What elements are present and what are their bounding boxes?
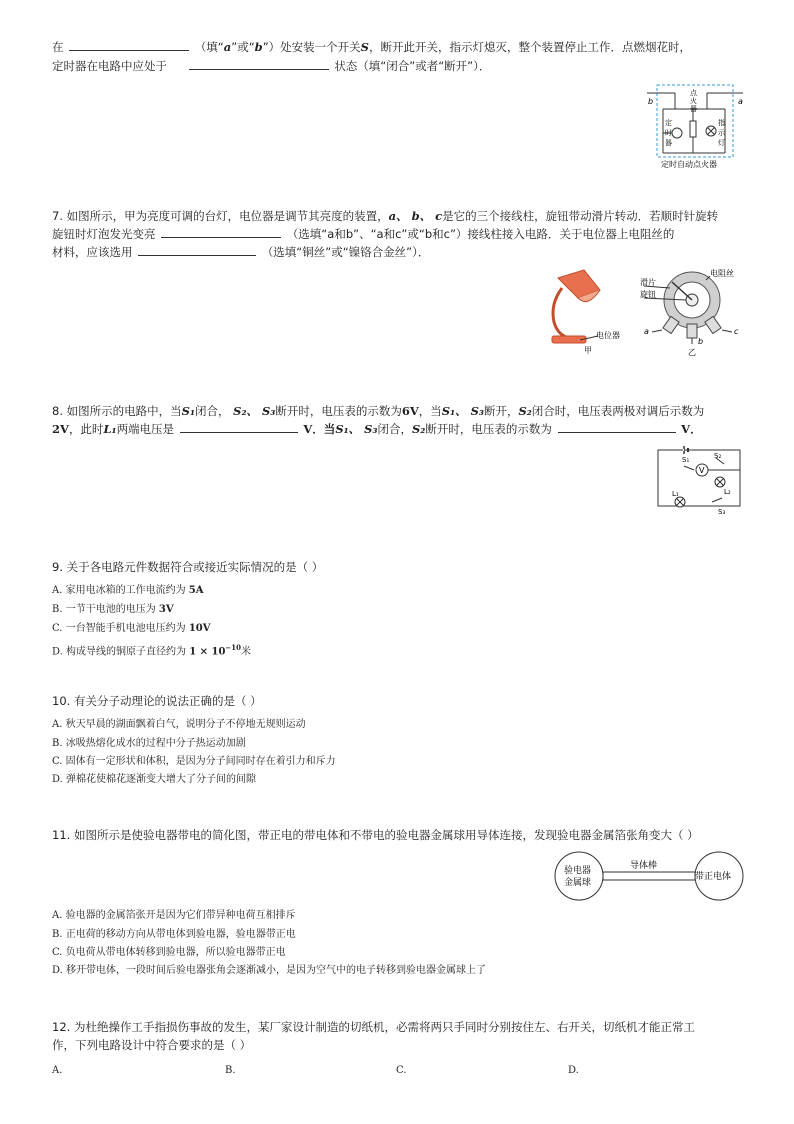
q8-s1s3: S₁、 S₃ (335, 422, 378, 436)
q8-6v: 6V (401, 404, 419, 418)
q11-stem: 11. 如图所示是使验电器带电的简化图，带正电的带电体和不带电的验电器金属球用导体连接，发现验电器金属箔张角变大（ ） (52, 828, 699, 842)
fig-knob-label: 旋钮 (640, 290, 656, 299)
q8-s1s3: S₁、 S₃ (441, 404, 484, 418)
q9-option-c-val: 10V (188, 623, 211, 634)
fig-igniter-label-2: 火 (690, 97, 697, 105)
q8-text: ，此时 (68, 422, 104, 436)
fig-lamp-label-2: 示 (718, 129, 725, 137)
fig-slider-label: 滑片 (640, 278, 656, 287)
fig-l2: L₂ (724, 488, 731, 496)
q9-option-d-text: D. 构成导线的铜原子直径约为 (52, 646, 190, 658)
q12-option-c[interactable]: C. (396, 1065, 407, 1076)
fig-lamp-label-3: 灯 (718, 139, 725, 147)
q7-blank-2[interactable] (138, 243, 256, 256)
q8-text: 两端电压是 (116, 422, 175, 436)
q9-option-b-text: B. 一节干电池的电压为 (52, 604, 159, 615)
q8-blank-2[interactable] (558, 420, 676, 433)
q9-option-a-val: 5A (188, 585, 204, 596)
q6-text: 在 (52, 40, 64, 54)
q7-vars: a、 b、 c (388, 209, 443, 223)
fig-s1: S₁ (682, 456, 690, 464)
q8-text: 断开， (483, 404, 519, 418)
q7-text: 旋钮时灯泡发光变亮 (52, 227, 156, 241)
q8-s2: S₂ (518, 404, 532, 418)
q10-option-a[interactable]: A. 秋天早晨的湖面飘着白气，说明分子不停地无规则运动 (52, 719, 306, 730)
q9-option-d[interactable] (52, 639, 251, 661)
q9-option-d-tail: 米 (241, 646, 252, 658)
q9-option-d-exp: −10 (225, 643, 242, 652)
q8-line1 (52, 402, 704, 420)
q7-stem: 是它的三个接线柱，旋钮带动滑片转动．若顺时针旋转 (442, 209, 719, 223)
fig-timer-label-2: 时 (665, 129, 672, 137)
q10-option-b[interactable]: B. 冰吸热熔化成水的过程中分子热运动加剧 (52, 738, 246, 749)
q11-electroscope-figure (552, 848, 748, 904)
q12-option-d[interactable]: D. (568, 1065, 579, 1076)
q8-text: 闭合， (377, 422, 412, 436)
q6-text: 状态（填“闭合”或者“断开”）． (334, 59, 491, 73)
fig-body-label: 带正电体 (695, 872, 732, 882)
q6-var-b: b (254, 40, 263, 54)
q8-text: 断开时，电压表的示数为 (275, 404, 402, 418)
q10-stem: 10. 有关分子动理论的说法正确的是（ ） (52, 694, 262, 708)
fig-pot-label: 电位器 (596, 331, 620, 340)
fig-term-c: c (734, 327, 739, 336)
q7-text: （选填“a和b”、“a和c”或“b和c”）接线柱接入电路．关于电位器上电阻丝的 (286, 227, 675, 241)
q8-text: 断开时，电压表的示数为 (425, 422, 552, 436)
q7-text: （选填“铜丝”或“镍铬合金丝”）． (261, 245, 430, 259)
q8-l1: L₁ (103, 422, 117, 436)
q9-option-b-val: 3V (158, 604, 174, 615)
fig-voltmeter: V (699, 466, 705, 475)
q8-text: V． (681, 422, 702, 436)
q8-text: ，当 (418, 404, 442, 418)
fig-timer-label-1: 定 (665, 119, 672, 127)
fig-igniter-label-1: 点 (690, 89, 697, 97)
q10-option-d[interactable]: D. 弹棉花使棉花逐渐变大增大了分子间的间隙 (52, 774, 257, 785)
q8-s1: S₁ (181, 404, 195, 418)
q6-blank-2[interactable] (189, 57, 329, 70)
fig-label-b: b (648, 97, 654, 106)
q9-option-a-text: A. 家用电冰箱的工作电流约为 (52, 585, 189, 596)
fig-yi-label: 乙 (688, 348, 696, 357)
q11-option-d[interactable]: D. 移开带电体，一段时间后验电器张角会逐渐减小，是因为空气中的电子转移到验电器金属球上了 (52, 965, 487, 976)
q6-blank-1[interactable] (69, 38, 189, 51)
q8-text: V．当 (303, 422, 336, 436)
fig-wire-label: 电阻丝 (710, 269, 734, 278)
q7-text: 材料，应该选用 (52, 245, 133, 259)
q8-blank-1[interactable] (180, 420, 298, 433)
q6-text: （填“ (194, 40, 224, 54)
q6-text: 定时器在电路中应处于 (52, 59, 167, 73)
fig-lamp-label-1: 指 (718, 119, 725, 127)
fig-l1: L₁ (672, 490, 679, 498)
q8-s2: S₂ (412, 422, 426, 436)
q9-option-c-text: C. 一台智能手机电池电压约为 (52, 623, 189, 634)
q9-option-d-val: 1 × 10 (189, 646, 226, 658)
q11-option-a[interactable]: A. 验电器的金属箔张开是因为它们带异种电荷互相排斥 (52, 910, 296, 921)
q8-text: 闭合， (194, 404, 230, 418)
q6-var-a: a (223, 40, 232, 54)
q7-line2 (52, 225, 674, 243)
q8-2v: 2V (52, 422, 69, 436)
q7-desk-lamp-figure (540, 264, 632, 356)
q6-igniter-circuit-figure (645, 83, 747, 173)
fig-ball-label-1: 验电器 (564, 866, 592, 876)
q12-option-b[interactable]: B. (225, 1065, 236, 1076)
fig-term-a: a (644, 327, 649, 336)
q7-line3 (52, 243, 429, 261)
q6-line2 (52, 57, 490, 75)
q7-stem: 7. 如图所示，甲为亮度可调的台灯，电位器是调节其亮度的装置， (52, 209, 389, 223)
q6-text: ”）处安装一个开关 (262, 40, 361, 54)
q7-line1 (52, 207, 718, 225)
q6-text: ”或“ (231, 40, 255, 54)
fig-jia-label: 甲 (584, 346, 592, 355)
q8-text: 闭合时，电压表两极对调后示数为 (531, 404, 705, 418)
q7-potentiometer-figure (640, 266, 760, 358)
q9-option-a[interactable] (52, 582, 203, 600)
q11-option-b[interactable]: B. 正电荷的移动方向从带电体到验电器，验电器带正电 (52, 929, 296, 940)
q12-line1: 12. 为杜绝操作工手指损伤事故的发生，某厂家设计制造的切纸机，必需将两只手同时分别按住左、右开关，切纸机才能正常工 (52, 1020, 695, 1034)
q12-line2: 作，下列电路设计中符合要求的是（ ） (52, 1038, 252, 1052)
fig-s2: S₂ (714, 452, 722, 460)
q10-option-c[interactable]: C. 固体有一定形状和体积，是因为分子间同时存在着引力和斥力 (52, 756, 336, 767)
fig-timer-label-3: 器 (665, 139, 672, 147)
q7-blank-1[interactable] (161, 225, 281, 238)
q6-var-s: S (360, 40, 369, 54)
q8-s2s3: S₂、 S₃ (233, 404, 276, 418)
q9-option-b[interactable] (52, 601, 174, 619)
q11-option-c[interactable]: C. 负电荷从带电体转移到验电器，所以验电器带正电 (52, 947, 286, 958)
q6-line1 (52, 38, 691, 56)
q8-line2 (52, 420, 702, 438)
q8-circuit-figure (654, 444, 746, 516)
fig-rod-label: 导体棒 (630, 861, 658, 871)
fig-term-b: b (698, 337, 704, 346)
fig-label-a: a (738, 97, 743, 106)
fig-s3: S₃ (718, 508, 726, 516)
q9-option-c[interactable] (52, 620, 211, 638)
fig-caption: 定时自动点火器 (661, 160, 717, 169)
q9-stem: 9. 关于各电路元件数据符合或接近实际情况的是（ ） (52, 560, 324, 574)
q12-option-a[interactable]: A. (52, 1065, 63, 1076)
q6-text: ，断开此开关，指示灯熄灭，整个装置停止工作．点燃烟花时， (368, 40, 691, 54)
fig-igniter-label-3: 器 (690, 105, 697, 113)
fig-ball-label-2: 金属球 (564, 878, 592, 888)
q8-text: 8. 如图所示的电路中，当 (52, 404, 182, 418)
